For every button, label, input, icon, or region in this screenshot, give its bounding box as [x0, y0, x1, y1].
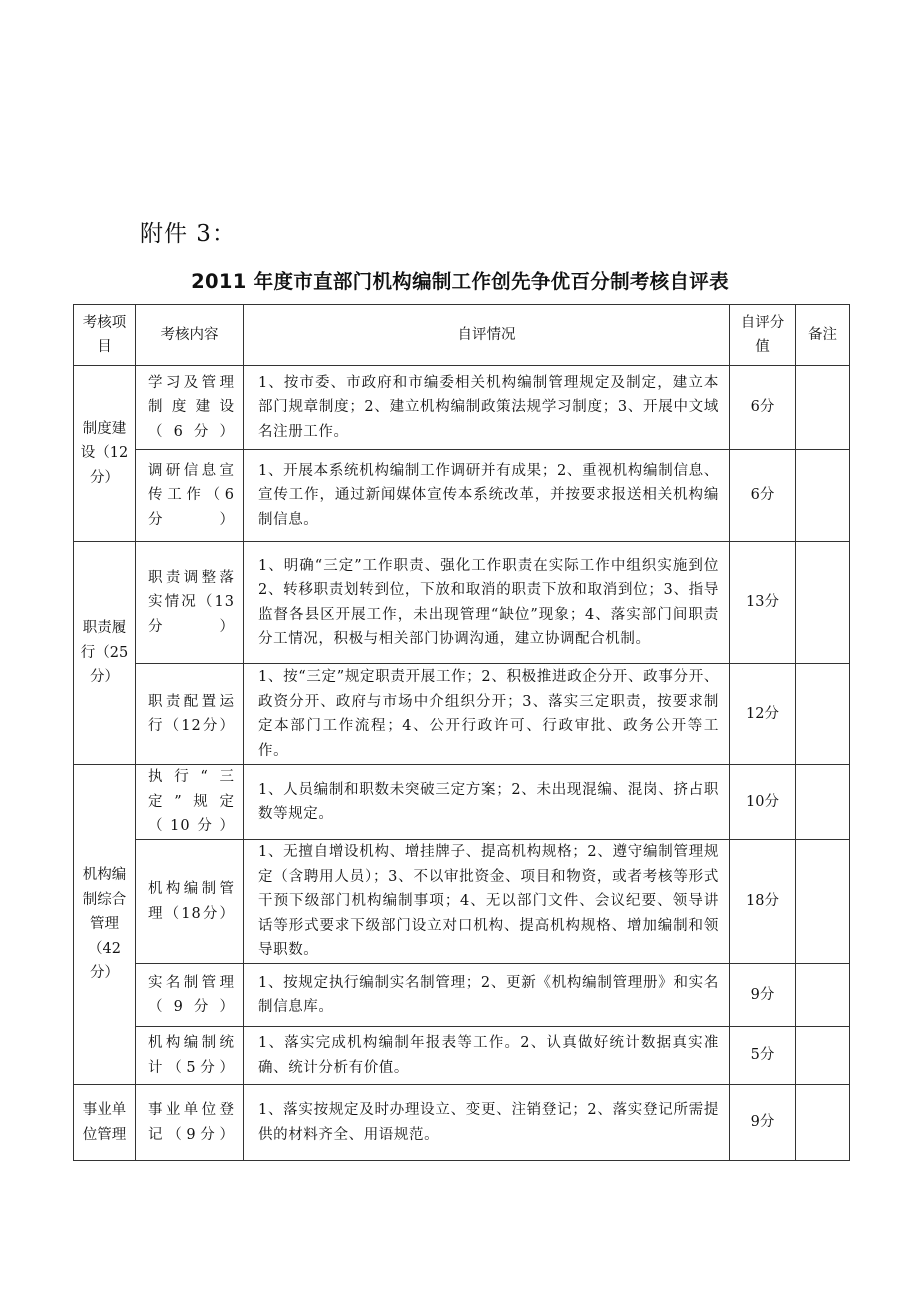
- note-cell: [796, 366, 850, 450]
- table-row: [74, 765, 850, 840]
- item-cell: 执行“三定”规定（10分）: [136, 765, 244, 840]
- note-cell: [796, 664, 850, 765]
- document-title: 2011 年度市直部门机构编制工作创先争优百分制考核自评表: [191, 270, 729, 293]
- category-cell: 事业单位管理: [74, 1085, 136, 1161]
- item-cell: 调研信息宣传工作（6分）: [136, 450, 244, 542]
- header-note: 备注: [796, 305, 850, 366]
- table-row: [74, 366, 850, 450]
- item-cell: 实名制管理（9分）: [136, 964, 244, 1027]
- table-row: [74, 450, 850, 542]
- desc-cell: 1、开展本系统机构编制工作调研并有成果；2、重视机构编制信息、宣传工作，通过新闻媒体宣传本系统改革，并按要求报送相关机构编制信息。: [244, 450, 730, 542]
- score-cell: 6分: [730, 366, 796, 450]
- category-cell: 职责履行（25分）: [74, 542, 136, 765]
- score-cell: 10分: [730, 765, 796, 840]
- category-cell: 制度建设（12分）: [74, 366, 136, 542]
- desc-cell: 1、按市委、市政府和市编委相关机构编制管理规定及制定，建立本部门规章制度；2、建立机构编制政策法规学习制度；3、开展中文域名注册工作。: [244, 366, 730, 450]
- desc-cell: 1、人员编制和职数未突破三定方案；2、未出现混编、混岗、挤占职数等规定。: [244, 765, 730, 840]
- note-cell: [796, 450, 850, 542]
- note-cell: [796, 765, 850, 840]
- note-cell: [796, 1027, 850, 1085]
- note-cell: [796, 964, 850, 1027]
- table-row: [74, 840, 850, 964]
- header-score: 自评分值: [730, 305, 796, 366]
- item-cell: 职责配置运行（12分）: [136, 664, 244, 765]
- score-cell: 6分: [730, 450, 796, 542]
- desc-cell: 1、按“三定”规定职责开展工作；2、积极推进政企分开、政事分开、政资分开、政府与市场中介组织分开；3、落实三定职责，按要求制定本部门工作流程；4、公开行政许可、行政审批、政务公开等工作。: [244, 664, 730, 765]
- assessment-table: [73, 304, 850, 1161]
- score-cell: 13分: [730, 542, 796, 664]
- table-row: [74, 1027, 850, 1085]
- item-cell: 职责调整落实情况（13分）: [136, 542, 244, 664]
- note-cell: [796, 840, 850, 964]
- desc-cell: 1、按规定执行编制实名制管理；2、更新《机构编制管理册》和实名制信息库。: [244, 964, 730, 1027]
- note-cell: [796, 542, 850, 664]
- category-cell: 机构编制综合管理（42分）: [74, 765, 136, 1085]
- table-row: [74, 964, 850, 1027]
- attachment-label: 附件 3：: [140, 221, 236, 247]
- item-cell: 机构编制统计（5分）: [136, 1027, 244, 1085]
- desc-cell: 1、无擅自增设机构、增挂牌子、提高机构规格；2、遵守编制管理规定（含聘用人员）；3、不以审批资金、项目和物资，或者考核等形式干预下级部门机构编制事项；4、无以部门文件、会议纪要、领导讲话等形式要求下级部门设立对口机构、提高机构规格、增加编制和领导职数。: [244, 840, 730, 964]
- score-cell: 12分: [730, 664, 796, 765]
- header-content: 考核内容: [136, 305, 244, 366]
- table-row: [74, 542, 850, 664]
- desc-cell: 1、明确“三定”工作职责、强化工作职责在实际工作中组织实施到位 2、转移职责划转到位，下放和取消的职责下放和取消到位；3、指导监督各县区开展工作，未出现管理“缺位”现象；4、落实部门间职责分工情况，积极与相关部门协调沟通，建立协调配合机制。: [244, 542, 730, 664]
- item-cell: 机构编制管理（18分）: [136, 840, 244, 964]
- table-row: [74, 1085, 850, 1161]
- score-cell: 9分: [730, 964, 796, 1027]
- item-cell: 事业单位登记（9分）: [136, 1085, 244, 1161]
- note-cell: [796, 1085, 850, 1161]
- score-cell: 5分: [730, 1027, 796, 1085]
- header-self-eval: 自评情况: [244, 305, 730, 366]
- score-cell: 18分: [730, 840, 796, 964]
- table-row: [74, 664, 850, 765]
- header-category: 考核项目: [74, 305, 136, 366]
- desc-cell: 1、落实完成机构编制年报表等工作。2、认真做好统计数据真实准确、统计分析有价值。: [244, 1027, 730, 1085]
- score-cell: 9分: [730, 1085, 796, 1161]
- item-cell: 学习及管理制度建设（6分）: [136, 366, 244, 450]
- desc-cell: 1、落实按规定及时办理设立、变更、注销登记；2、落实登记所需提供的材料齐全、用语规范。: [244, 1085, 730, 1161]
- table-header-row: [74, 305, 850, 366]
